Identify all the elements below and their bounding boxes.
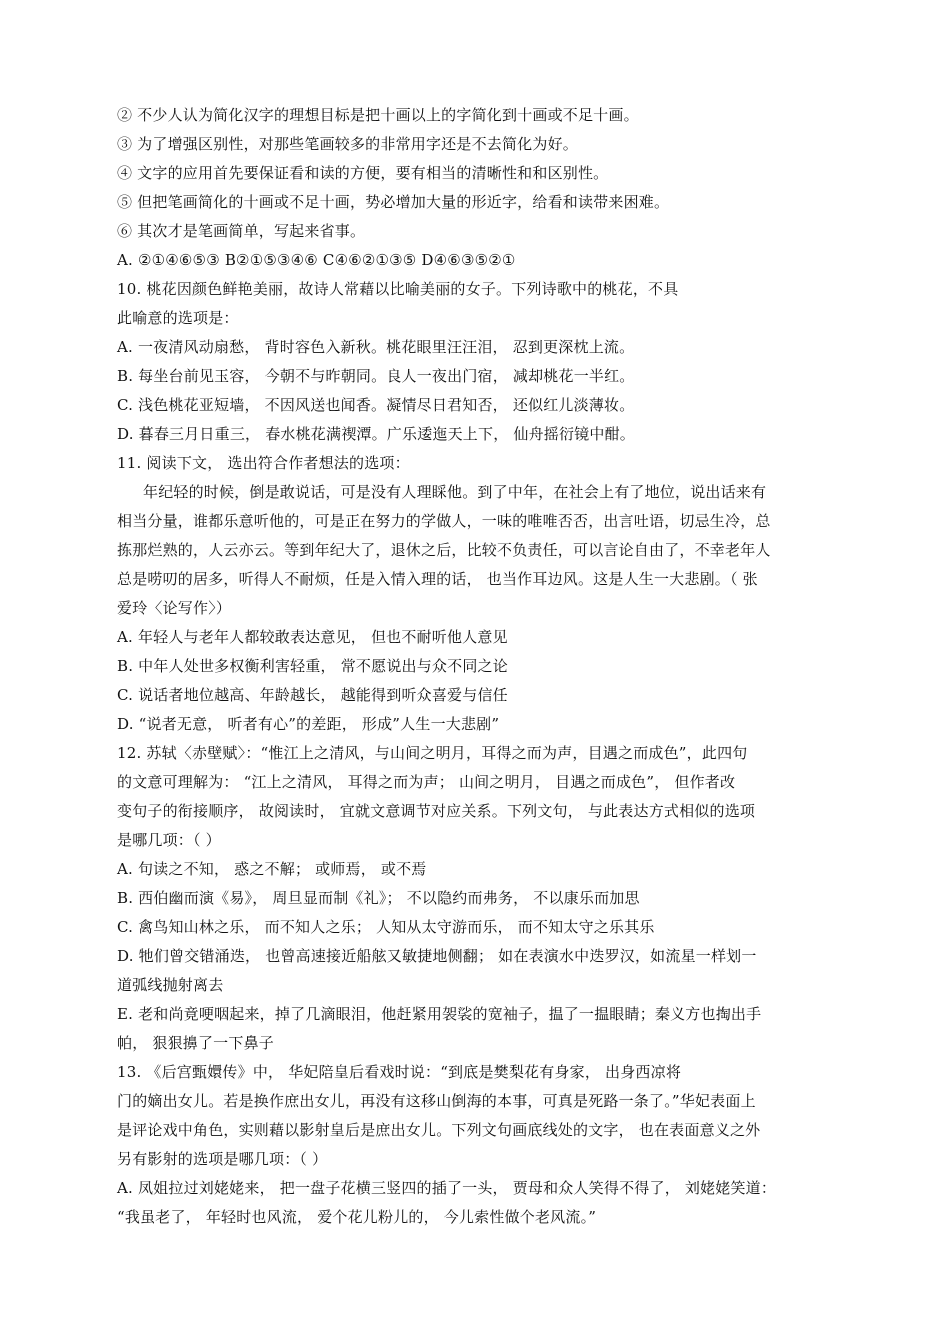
text-line: 是哪几项：（ ） <box>117 831 221 849</box>
text-line: 此喻意的选项是： <box>117 309 239 327</box>
option-d: D. “说者无意， 听者有心”的差距， 形成”人生一大悲剧” <box>117 715 500 733</box>
answer-options-q9: A. ②①④⑥⑤③ B②①⑤③④⑥ C④⑥②①③⑤ D④⑥③⑤②① <box>117 251 516 269</box>
option-b: B. 中年人处世多权衡利害轻重， 常不愿说出与众不同之论 <box>117 657 508 675</box>
text-line: ③ 为了增强区别性，对那些笔画较多的非常用字还是不去简化为好。 <box>117 135 578 153</box>
text-line: ⑤ 但把笔画简化的十画或不足十画，势必增加大量的形近字，给看和读带来困难。 <box>117 193 670 211</box>
text-line: 帕， 狠狠擤了一下鼻子 <box>117 1034 274 1052</box>
option-a: A. 年轻人与老年人都较敢表达意见， 但也不耐听他人意见 <box>117 628 508 646</box>
passage-line: 相当分量，谁都乐意听他的，可是正在努力的学做人，一味的唯唯否否，出言吐语，切忌生冷，总 <box>117 512 771 530</box>
option-e: E. 老和尚竟哽咽起来，掉了几滴眼泪，他赶紧用袈裟的宽袖子，揾了一揾眼睛；秦义方也掏出手 <box>117 1005 762 1023</box>
option-a: A. 凤姐拉过刘姥姥来， 把一盘子花横三竖四的插了一头， 贾母和众人笑得不得了， 刘姥姥笑道： <box>117 1179 777 1197</box>
document-page <box>117 101 843 1232</box>
text-line: 另有影射的选项是哪几项：（ ） <box>117 1150 328 1168</box>
option-c: C. 说话者地位越高、年龄越长， 越能得到听众喜爱与信任 <box>117 686 508 704</box>
passage-line: 年纪轻的时候，倒是敢说话，可是没有人理睬他。到了中年，在社会上有了地位，说出话来有 <box>143 483 767 501</box>
question-12: 12. 苏轼〈赤壁赋〉：“惟江上之清风，与山间之明月，耳得之而为声，目遇之而成色”，此四句 <box>117 744 748 762</box>
question-11: 11. 阅读下文， 选出符合作者想法的选项： <box>117 454 410 472</box>
option-a: A. 句读之不知， 惑之不解； 或师焉， 或不焉 <box>117 860 427 878</box>
passage-line: 爱玲〈论写作〉） <box>117 599 232 617</box>
option-d: D. 暮春三月日重三， 春水桃花满禊潭。广乐逶迤天上下， 仙舟摇衍镜中酣。 <box>117 425 635 443</box>
text-line: ⑥ 其次才是笔画简单，写起来省事。 <box>117 222 366 240</box>
question-10: 10. 桃花因颜色鲜艳美丽，故诗人常藉以比喻美丽的女子。下列诗歌中的桃花，不具 <box>117 280 679 298</box>
option-b: B. 西伯幽而演《易》， 周旦显而制《礼》； 不以隐约而弗务， 不以康乐而加思 <box>117 889 640 907</box>
text-line: ④ 文字的应用首先要保证看和读的方便，要有相当的清晰性和和区别性。 <box>117 164 609 182</box>
text-line: 道弧线抛射离去 <box>117 976 224 994</box>
text-line: 门的嫡出女儿。若是换作庶出女儿，再没有这移山倒海的本事，可真是死路一条了。”华妃表面上 <box>117 1092 756 1110</box>
option-c: C. 禽鸟知山林之乐， 而不知人之乐； 人知从太守游而乐， 而不知太守之乐其乐 <box>117 918 655 936</box>
text-line: “我虽老了， 年轻时也风流， 爱个花儿粉儿的， 今儿索性做个老风流。” <box>117 1208 597 1226</box>
option-c: C. 浅色桃花亚短墙， 不因风送也闻香。凝情尽日君知否， 还似红儿淡薄妆。 <box>117 396 635 414</box>
option-d: D. 牠们曾交错涌迭， 也曾高速接近船舷又敏捷地侧翻； 如在表演水中迭罗汉，如流星一样划一 <box>117 947 757 965</box>
option-b: B. 每坐台前见玉容， 今朝不与昨朝同。良人一夜出门宿， 减却桃花一半红。 <box>117 367 635 385</box>
text-line: 的文意可理解为： “江上之清风， 耳得之而为声； 山间之明月， 目遇之而成色”， 但作者改 <box>117 773 736 791</box>
passage-line: 拣那烂熟的，人云亦云。等到年纪大了，退休之后，比较不负责任，可以言论自由了，不幸老年人 <box>117 541 771 559</box>
option-a: A. 一夜清风动扇愁， 背时容色入新秋。桃花眼里汪汪泪， 忍到更深枕上流。 <box>117 338 635 356</box>
question-13: 13. 《后宫甄嬛传》中， 华妃陪皇后看戏时说：“到底是樊梨花有身家， 出身西凉将 <box>117 1063 682 1081</box>
text-line: ② 不少人认为简化汉字的理想目标是把十画以上的字简化到十画或不足十画。 <box>117 106 639 124</box>
passage-line: 总是唠叨的居多，听得人不耐烦，任是入情入理的话， 也当作耳边风。这是人生一大悲剧。（ 张 <box>117 570 758 588</box>
text-line: 变句子的衔接顺序， 故阅读时， 宜就文意调节对应关系。下列文句， 与此表达方式相似的选项 <box>117 802 756 820</box>
text-line: 是评论戏中角色，实则藉以影射皇后是庶出女儿。下列文句画底线处的文字， 也在表面意义之外 <box>117 1121 761 1139</box>
